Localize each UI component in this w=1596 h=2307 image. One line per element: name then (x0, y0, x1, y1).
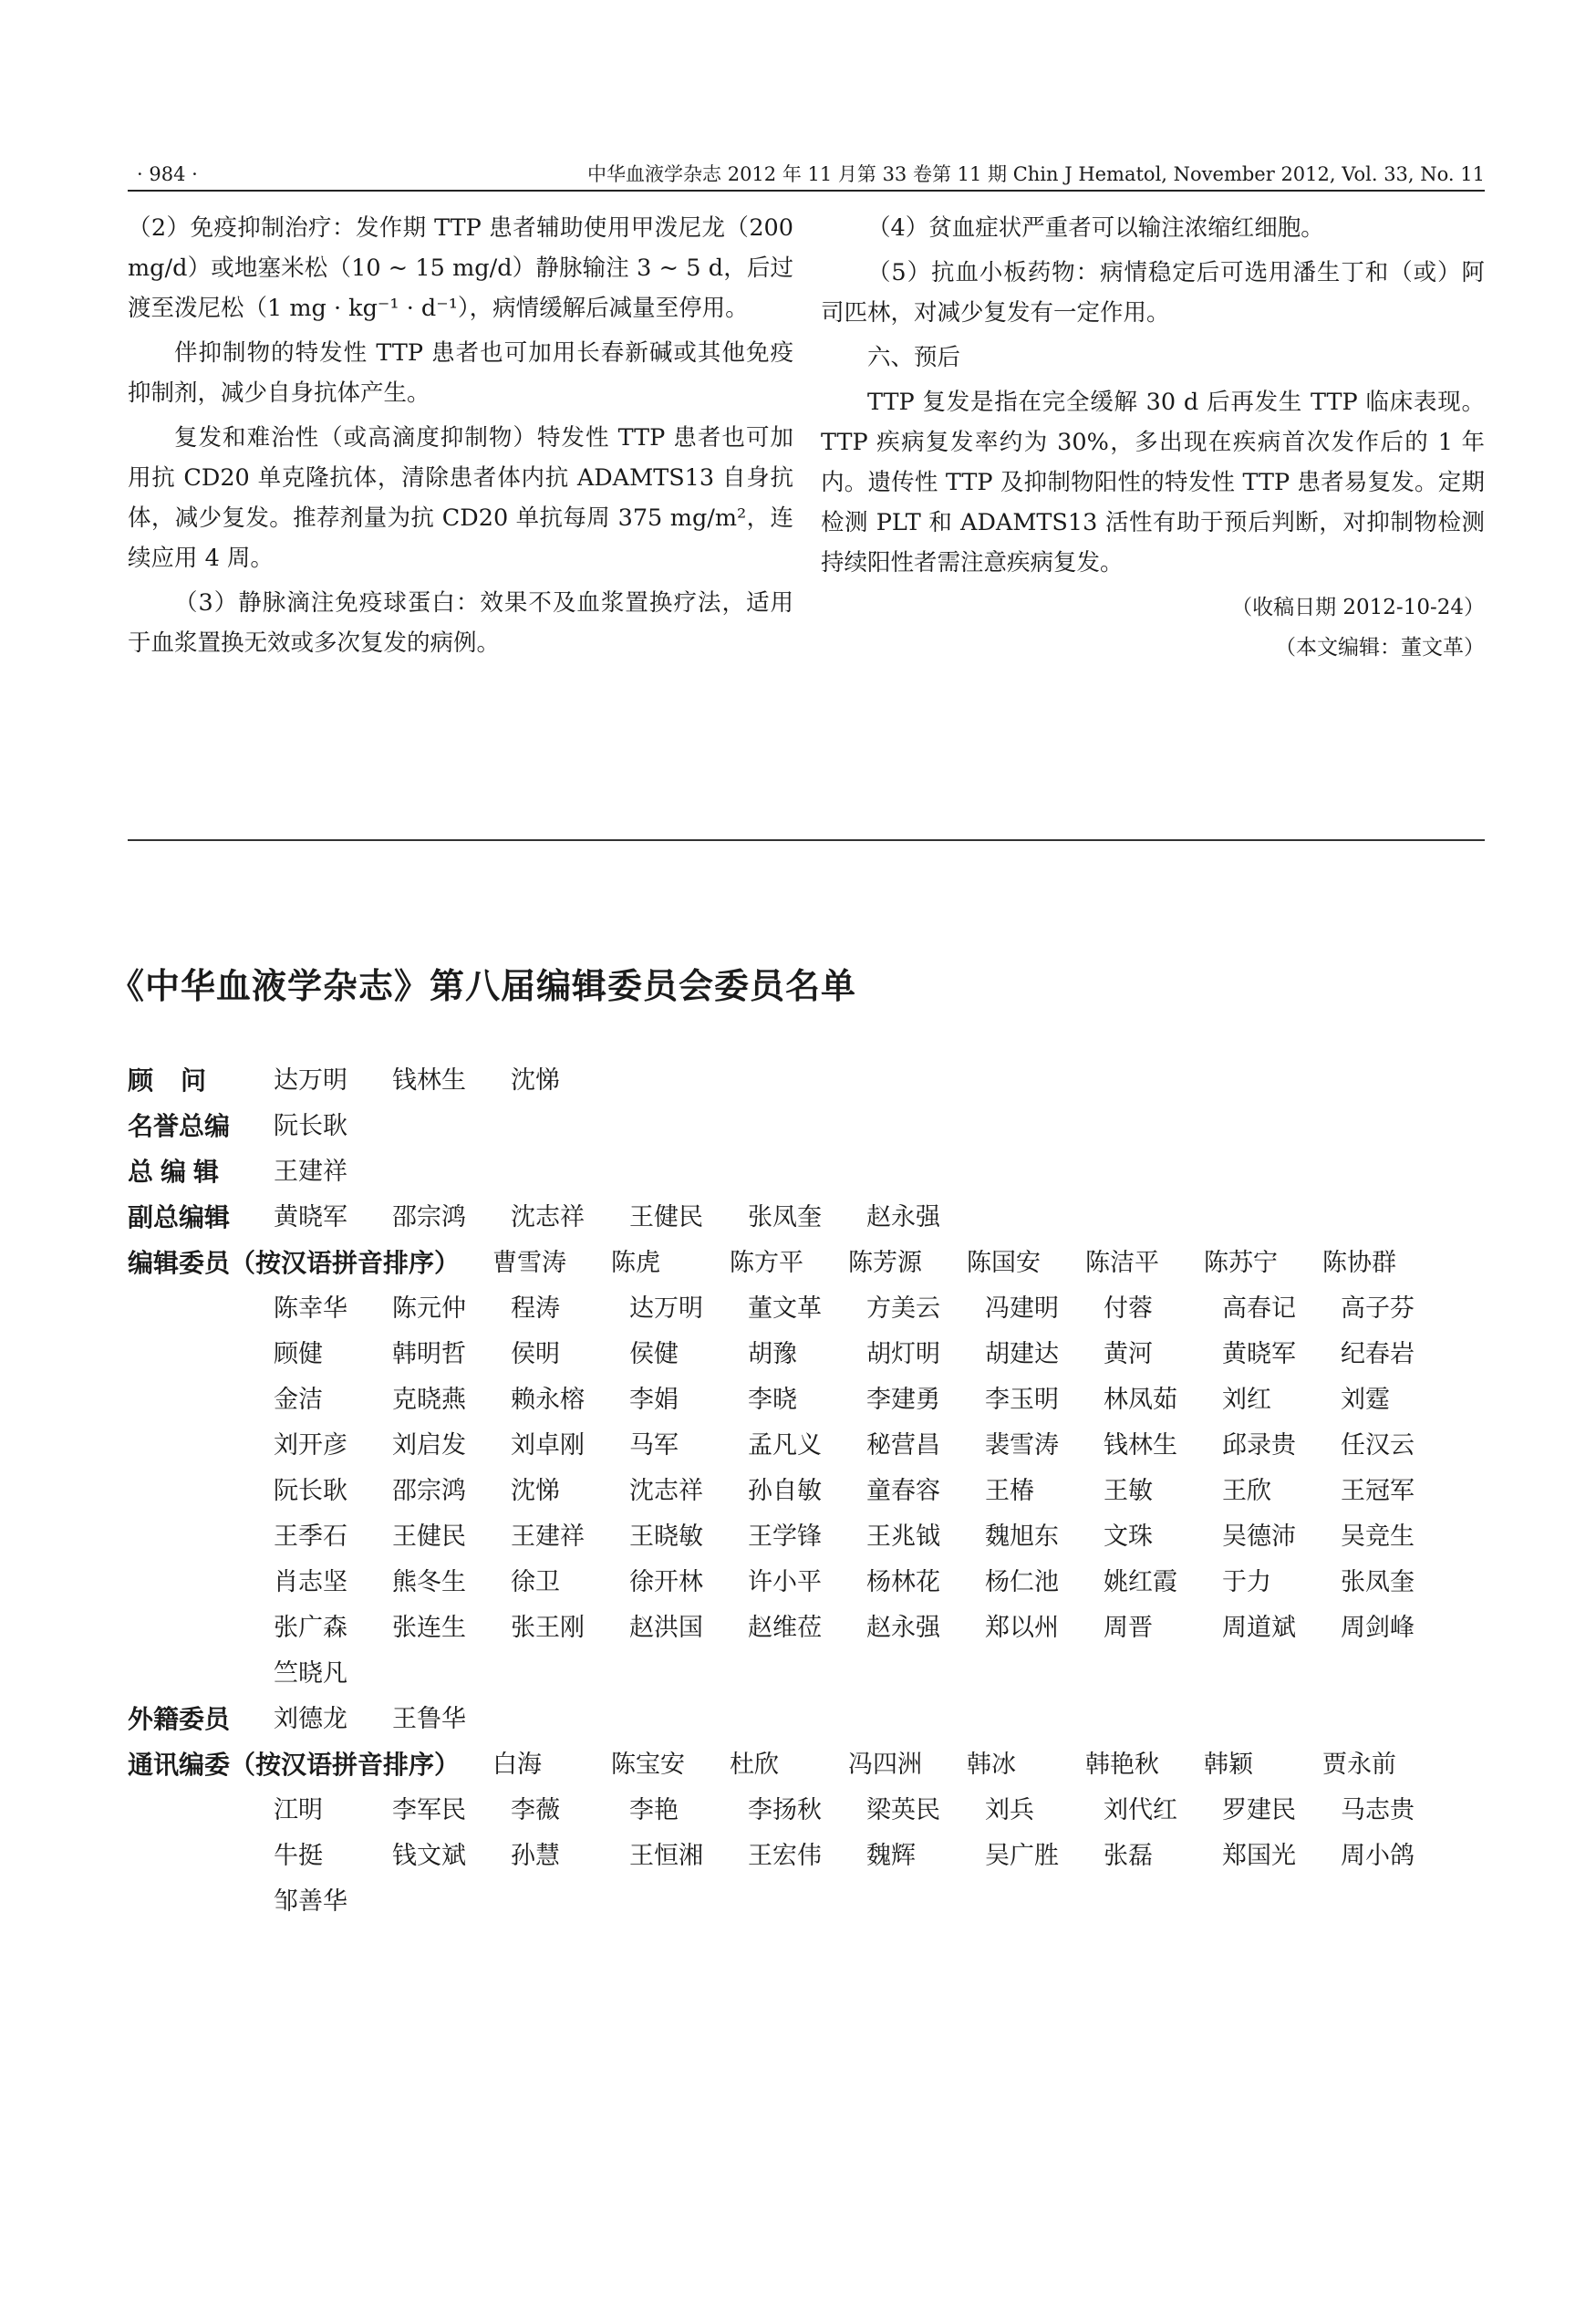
member-name: 徐开林 (629, 1568, 703, 1596)
article-right-column (821, 208, 1485, 668)
member-name: 邵宗鸿 (392, 1477, 466, 1505)
member-name: 方美云 (866, 1294, 940, 1323)
roster-row (128, 1286, 1496, 1332)
member-name: 任汉云 (1341, 1431, 1415, 1460)
member-name: 克晓燕 (392, 1386, 466, 1414)
member-name: 冯建明 (985, 1294, 1059, 1323)
member-name: 邹善华 (274, 1887, 347, 1916)
member-name: 周剑峰 (1341, 1614, 1415, 1642)
member-name: 许小平 (748, 1568, 822, 1596)
roster-row (128, 1788, 1496, 1834)
member-name: 王健民 (392, 1522, 466, 1551)
page-header (128, 161, 1485, 188)
member-name: 胡豫 (748, 1340, 797, 1368)
member-name: 郑以州 (985, 1614, 1059, 1642)
member-name: 王恒湘 (629, 1842, 703, 1870)
section-heading: 六、预后 (867, 344, 961, 371)
roster-row (128, 1514, 1496, 1560)
member-name: 秘营昌 (866, 1431, 940, 1460)
roster-row (128, 1469, 1496, 1514)
member-name: 高春记 (1222, 1294, 1296, 1323)
member-name: 周小鸽 (1341, 1842, 1415, 1870)
member-name: 裴雪涛 (985, 1431, 1059, 1460)
member-name: 杨仁池 (985, 1568, 1059, 1596)
roster-row (128, 1058, 1496, 1104)
member-name: 沈悌 (511, 1477, 560, 1505)
member-name: 刘红 (1222, 1386, 1271, 1414)
member-name: 孟凡义 (748, 1431, 822, 1460)
member-name: 黄河 (1104, 1340, 1153, 1368)
member-name: 张磊 (1104, 1842, 1153, 1870)
roster-row (128, 1377, 1496, 1423)
member-name: 侯健 (629, 1340, 679, 1368)
member-name: 吴广胜 (985, 1842, 1059, 1870)
member-name: 邱录贵 (1222, 1431, 1296, 1460)
member-name: 白海 (492, 1751, 542, 1779)
member-name: 张凤奎 (748, 1203, 822, 1231)
member-name: 文珠 (1104, 1522, 1153, 1551)
roster-row (128, 1742, 1496, 1788)
member-name: 付蓉 (1104, 1294, 1153, 1323)
member-name: 李建勇 (866, 1386, 940, 1414)
member-name: 韩颖 (1204, 1751, 1253, 1779)
member-name: 孙自敏 (748, 1477, 822, 1505)
roster-row (128, 1195, 1496, 1241)
member-name: 江明 (274, 1796, 323, 1824)
journal-citation: 中华血液学杂志 2012 年 11 月第 33 卷第 11 期 Chin J Hematol, November 2012, Vol. 33, No. 11 (587, 163, 1485, 185)
member-name: 杨林花 (866, 1568, 940, 1596)
member-name: 魏辉 (866, 1842, 916, 1870)
member-name: 赵维莅 (748, 1614, 822, 1642)
member-name: 沈悌 (511, 1066, 560, 1095)
member-name: 陈宝安 (611, 1751, 685, 1779)
article-left-column (128, 208, 793, 668)
role-label: 名誉总编 (128, 1111, 231, 1141)
member-name: 刘德龙 (274, 1705, 347, 1733)
member-name: 周晋 (1104, 1614, 1153, 1642)
member-name: 张广森 (274, 1614, 347, 1642)
roster-row (128, 1332, 1496, 1377)
member-name: 于力 (1222, 1568, 1271, 1596)
member-name: 童春容 (866, 1477, 940, 1505)
member-name: 徐卫 (511, 1568, 560, 1596)
member-name: 孙慧 (511, 1842, 560, 1870)
member-name: 沈志祥 (511, 1203, 585, 1231)
roster-row (128, 1834, 1496, 1879)
member-name: 马军 (629, 1431, 679, 1460)
member-name: 李玉明 (985, 1386, 1059, 1414)
member-name: 林凤茹 (1104, 1386, 1177, 1414)
member-name: 顾健 (274, 1340, 323, 1368)
roster-row (128, 1606, 1496, 1651)
paragraph: （5）抗血小板药物：病情稳定后可选用潘生丁和（或）阿司匹林，对减少复发有一定作用。 (821, 259, 1485, 327)
role-label: 外籍委员 (128, 1704, 231, 1734)
role-label: 总编辑 (128, 1157, 227, 1187)
paragraph: （3）静脉滴注免疫球蛋白：效果不及血浆置换疗法，适用于血浆置换无效或多次复发的病例。 (128, 589, 793, 657)
member-name: 张凤奎 (1341, 1568, 1415, 1596)
article-editor: （本文编辑：董文革） (1275, 636, 1485, 660)
role-label: 通讯编委（按汉语拼音排序） (128, 1750, 461, 1780)
member-name: 刘代红 (1104, 1796, 1177, 1824)
member-name: 胡灯明 (866, 1340, 940, 1368)
member-name: 周道斌 (1222, 1614, 1296, 1642)
member-name: 王敏 (1104, 1477, 1153, 1505)
roster-row (128, 1879, 1496, 1925)
member-name: 阮长耿 (274, 1112, 347, 1140)
roster-row (128, 1241, 1496, 1286)
member-name: 刘卓刚 (511, 1431, 585, 1460)
member-name: 李晓 (748, 1386, 797, 1414)
member-name: 程涛 (511, 1294, 560, 1323)
member-name: 陈虎 (611, 1249, 660, 1277)
member-name: 王季石 (274, 1522, 347, 1551)
member-name: 黄晓军 (1222, 1340, 1296, 1368)
member-name: 赵洪国 (629, 1614, 703, 1642)
received-date: （收稿日期 2012-10-24） (1231, 596, 1485, 619)
member-name: 胡建达 (985, 1340, 1059, 1368)
board-title: 《中华血液学杂志》第八届编辑委员会委员名单 (109, 966, 857, 1006)
member-name: 陈洁平 (1085, 1249, 1159, 1277)
member-name: 王兆钺 (866, 1522, 940, 1551)
member-name: 韩明哲 (392, 1340, 466, 1368)
paragraph: 复发和难治性（或高滴度抑制物）特发性 TTP 患者也可加用抗 CD20 单克隆抗体，清除患者体内抗 ADAMTS13 自身抗体，减少复发。推荐剂量为抗 CD20 单抗每周 375 mg/m²，连续应用 4 周。 (128, 424, 793, 572)
member-name: 张王刚 (511, 1614, 585, 1642)
member-name: 赵永强 (866, 1614, 940, 1642)
member-name: 金洁 (274, 1386, 323, 1414)
role-label: 编辑委员（按汉语拼音排序） (128, 1248, 461, 1278)
member-name: 陈芳源 (848, 1249, 922, 1277)
member-name: 邵宗鸿 (392, 1203, 466, 1231)
member-name: 王健民 (629, 1203, 703, 1231)
roster-row (128, 1104, 1496, 1149)
member-name: 韩艳秋 (1085, 1751, 1159, 1779)
member-name: 魏旭东 (985, 1522, 1059, 1551)
member-name: 刘开彦 (274, 1431, 347, 1460)
member-name: 达万明 (274, 1066, 347, 1095)
member-name: 李艳 (629, 1796, 679, 1824)
member-name: 韩冰 (967, 1751, 1016, 1779)
member-name: 王宏伟 (748, 1842, 822, 1870)
role-label: 副总编辑 (128, 1202, 231, 1232)
member-name: 李扬秋 (748, 1796, 822, 1824)
member-name: 侯明 (511, 1340, 560, 1368)
member-name: 王鲁华 (392, 1705, 466, 1733)
member-name: 王欣 (1222, 1477, 1271, 1505)
member-name: 陈方平 (730, 1249, 803, 1277)
member-name: 马志贵 (1341, 1796, 1415, 1824)
member-name: 陈苏宁 (1204, 1249, 1278, 1277)
member-name: 冯四洲 (848, 1751, 922, 1779)
member-name: 阮长耿 (274, 1477, 347, 1505)
member-name: 牛挺 (274, 1842, 323, 1870)
member-name: 高子芬 (1341, 1294, 1415, 1323)
member-name: 陈元仲 (392, 1294, 466, 1323)
paragraph: 伴抑制物的特发性 TTP 患者也可加用长春新碱或其他免疫抑制剂，减少自身抗体产生。 (128, 339, 793, 407)
header-rule (128, 190, 1485, 192)
member-name: 王椿 (985, 1477, 1034, 1505)
member-name: 熊冬生 (392, 1568, 466, 1596)
member-name: 李军民 (392, 1796, 466, 1824)
paragraph: （2）免疫抑制治疗：发作期 TTP 患者辅助使用甲泼尼龙（200 mg/d）或地塞米松（10 ~ 15 mg/d）静脉输注 3 ~ 5 d，后过渡至泼尼松（1 mg · kg⁻¹ · d⁻¹），病情缓解后减量至停用。 (128, 214, 793, 322)
member-name: 钱林生 (392, 1066, 466, 1095)
member-name: 纪春岩 (1341, 1340, 1415, 1368)
member-name: 姚红霞 (1104, 1568, 1177, 1596)
member-name: 达万明 (629, 1294, 703, 1323)
roster-row (128, 1149, 1496, 1195)
member-name: 梁英民 (866, 1796, 940, 1824)
member-name: 吴竞生 (1341, 1522, 1415, 1551)
member-name: 郑国光 (1222, 1842, 1296, 1870)
member-name: 沈志祥 (629, 1477, 703, 1505)
roster-row (128, 1560, 1496, 1606)
member-name: 李薇 (511, 1796, 560, 1824)
section-divider (128, 839, 1485, 841)
member-name: 王学锋 (748, 1522, 822, 1551)
member-name: 杜欣 (730, 1751, 779, 1779)
role-label: 顾问 (128, 1065, 234, 1096)
member-name: 钱林生 (1104, 1431, 1177, 1460)
member-name: 钱文斌 (392, 1842, 466, 1870)
member-name: 王建祥 (511, 1522, 585, 1551)
paragraph: TTP 复发是指在完全缓解 30 d 后再发生 TTP 临床表现。TTP 疾病复发率约为 30%，多出现在疾病首次发作后的 1 年内。遗传性 TTP 及抑制物阳性的特发性 TTP 患者易复发。定期检测 PLT 和 ADAMTS13 活性有助于预后判断，对抑制物检测持续阳性者需注意疾病复发。 (821, 389, 1485, 577)
roster-row (128, 1423, 1496, 1469)
member-name: 黄晓军 (274, 1203, 347, 1231)
member-name: 肖志坚 (274, 1568, 347, 1596)
roster-row (128, 1697, 1496, 1742)
roster-row (128, 1651, 1496, 1697)
member-name: 刘兵 (985, 1796, 1034, 1824)
member-name: 吴德沛 (1222, 1522, 1296, 1551)
member-name: 竺晓凡 (274, 1659, 347, 1688)
member-name: 赖永榕 (511, 1386, 585, 1414)
member-name: 王冠军 (1341, 1477, 1415, 1505)
member-name: 陈幸华 (274, 1294, 347, 1323)
member-name: 赵永强 (866, 1203, 940, 1231)
member-name: 陈协群 (1322, 1249, 1396, 1277)
paragraph: （4）贫血症状严重者可以输注浓缩红细胞。 (867, 214, 1324, 242)
member-name: 刘启发 (392, 1431, 466, 1460)
member-name: 张连生 (392, 1614, 466, 1642)
member-name: 王晓敏 (629, 1522, 703, 1551)
member-name: 董文革 (748, 1294, 822, 1323)
member-name: 陈国安 (967, 1249, 1041, 1277)
member-name: 罗建民 (1222, 1796, 1296, 1824)
member-name: 李娟 (629, 1386, 679, 1414)
member-name: 刘霆 (1341, 1386, 1390, 1414)
page-number: · 984 · (137, 163, 198, 185)
member-name: 王建祥 (274, 1158, 347, 1186)
member-name: 曹雪涛 (492, 1249, 566, 1277)
member-name: 贾永前 (1322, 1751, 1396, 1779)
